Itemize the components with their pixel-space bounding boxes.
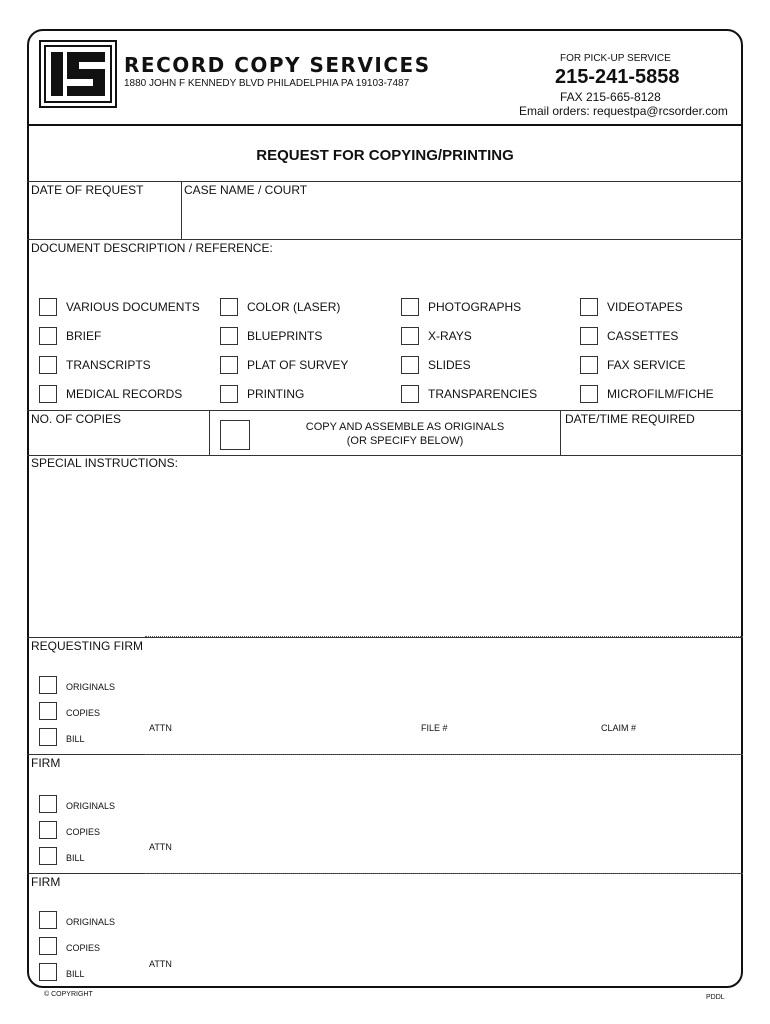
special-instructions-label: SPECIAL INSTRUCTIONS: [31, 456, 178, 470]
option-checkbox[interactable] [39, 356, 57, 374]
claim-number-label: CLAIM # [601, 723, 637, 733]
option-checkbox[interactable] [220, 327, 238, 345]
option-checkbox[interactable] [220, 298, 238, 316]
divider [209, 410, 210, 455]
option-checkbox[interactable] [401, 298, 419, 316]
attn-label: ATTN [149, 959, 172, 969]
copy-assemble-label: COPY AND ASSEMBLE AS ORIGINALS [305, 421, 505, 433]
originals-label: ORIGINALS [66, 917, 116, 927]
option-checkbox[interactable] [580, 327, 598, 345]
copyright-notice: © COPYRIGHT [44, 991, 93, 998]
email-orders: Email orders: requestpa@rcsorder.com [519, 104, 728, 118]
option-label: X-RAYS [428, 329, 472, 343]
originals-checkbox[interactable] [39, 795, 57, 813]
copy-assemble-sublabel: (OR SPECIFY BELOW) [346, 435, 464, 447]
option-label: SLIDES [428, 358, 471, 372]
header-divider [27, 124, 743, 126]
option-checkbox[interactable] [39, 298, 57, 316]
divider [560, 410, 561, 455]
bill-label: BILL [66, 853, 85, 863]
date-of-request-label: DATE OF REQUEST [31, 183, 144, 197]
option-label: BLUEPRINTS [247, 329, 323, 343]
form-border [27, 29, 743, 988]
option-label: CASSETTES [607, 329, 679, 343]
firm-label: FIRM [31, 756, 61, 770]
copies-checkbox[interactable] [39, 821, 57, 839]
option-label: VARIOUS DOCUMENTS [66, 300, 200, 314]
dotted-divider [145, 636, 743, 637]
bill-label: BILL [66, 734, 85, 744]
divider [181, 181, 182, 239]
option-checkbox[interactable] [220, 356, 238, 374]
option-checkbox[interactable] [580, 298, 598, 316]
form-title: REQUEST FOR COPYING/PRINTING [256, 147, 514, 164]
bill-checkbox[interactable] [39, 728, 57, 746]
phone-number: 215-241-5858 [555, 66, 680, 88]
firm-label: FIRM [31, 875, 61, 889]
originals-label: ORIGINALS [66, 801, 116, 811]
attn-label: ATTN [149, 842, 172, 852]
option-checkbox[interactable] [401, 327, 419, 345]
copies-checkbox[interactable] [39, 937, 57, 955]
divider [27, 410, 743, 411]
option-label: FAX SERVICE [607, 358, 686, 372]
option-checkbox[interactable] [401, 385, 419, 403]
option-label: PLAT OF SURVEY [247, 358, 349, 372]
option-label: PHOTOGRAPHS [428, 300, 522, 314]
rcs-logo-icon [41, 42, 115, 106]
company-address: 1880 JOHN F KENNEDY BLVD PHILADELPHIA PA 19103-7487 [124, 78, 410, 89]
bill-checkbox[interactable] [39, 963, 57, 981]
option-checkbox[interactable] [39, 327, 57, 345]
originals-checkbox[interactable] [39, 911, 57, 929]
company-logo [39, 40, 117, 108]
option-label: COLOR (LASER) [247, 300, 341, 314]
file-number-label: FILE # [421, 723, 448, 733]
date-time-required-label: DATE/TIME REQUIRED [565, 412, 695, 426]
bill-label: BILL [66, 969, 85, 979]
dotted-divider [145, 873, 743, 874]
divider [27, 637, 743, 638]
option-label: TRANSCRIPTS [66, 358, 151, 372]
no-of-copies-label: NO. OF COPIES [31, 412, 122, 426]
document-description-label: DOCUMENT DESCRIPTION / REFERENCE: [31, 241, 273, 255]
originals-checkbox[interactable] [39, 676, 57, 694]
option-checkbox[interactable] [401, 356, 419, 374]
company-name: RECORD COPY SERVICES [124, 53, 431, 77]
option-label: BRIEF [66, 329, 102, 343]
option-label: VIDEOTAPES [607, 300, 683, 314]
originals-label: ORIGINALS [66, 682, 116, 692]
pickup-label: FOR PICK-UP SERVICE [560, 53, 671, 64]
attn-label: ATTN [149, 723, 172, 733]
copies-label: COPIES [66, 827, 101, 837]
divider [27, 239, 743, 240]
bill-checkbox[interactable] [39, 847, 57, 865]
requesting-firm-label: REQUESTING FIRM [31, 639, 144, 653]
option-label: PRINTING [247, 387, 305, 401]
form-code: PDDL [706, 994, 725, 1001]
copies-checkbox[interactable] [39, 702, 57, 720]
copies-label: COPIES [66, 943, 101, 953]
dotted-divider [145, 754, 743, 755]
option-checkbox[interactable] [220, 385, 238, 403]
copies-label: COPIES [66, 708, 101, 718]
case-name-label: CASE NAME / COURT [184, 183, 308, 197]
option-checkbox[interactable] [39, 385, 57, 403]
option-checkbox[interactable] [580, 385, 598, 403]
option-label: TRANSPARENCIES [428, 387, 538, 401]
option-checkbox[interactable] [580, 356, 598, 374]
divider [27, 181, 743, 182]
option-label: MEDICAL RECORDS [66, 387, 183, 401]
copy-assemble-checkbox[interactable] [220, 420, 250, 450]
option-label: MICROFILM/FICHE [607, 387, 714, 401]
fax-number: FAX 215-665-8128 [560, 90, 661, 104]
